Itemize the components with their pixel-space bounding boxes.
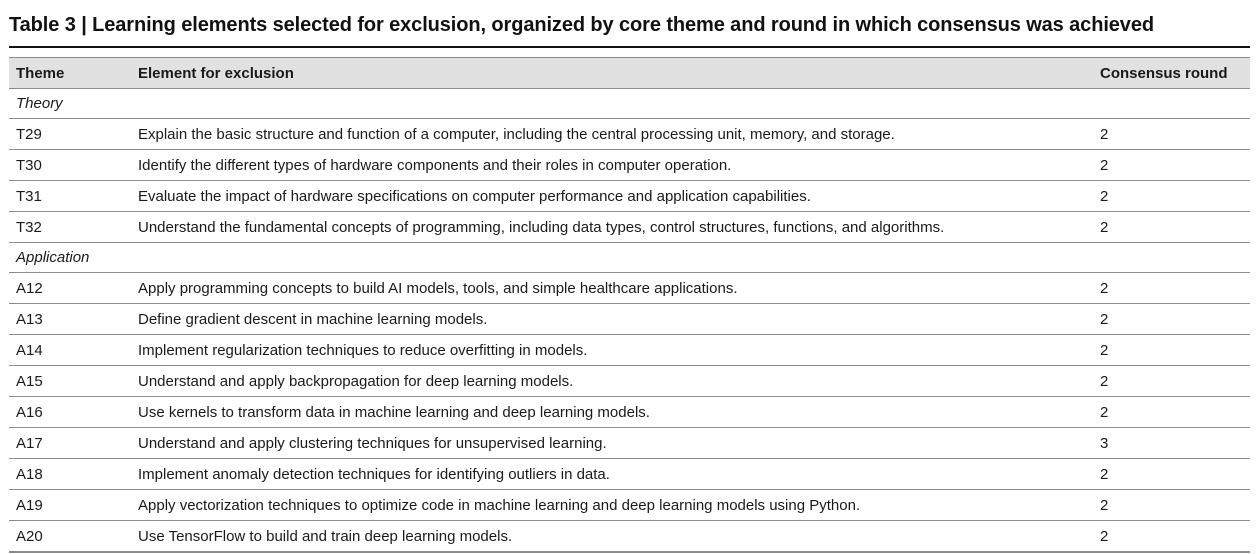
table-row xyxy=(9,119,1250,150)
row-element: Evaluate the impact of hardware specifications on computer performance and application capabilities. xyxy=(131,181,1098,212)
table-row xyxy=(9,212,1250,243)
row-element: Use TensorFlow to build and train deep learning models. xyxy=(131,521,1098,553)
row-round: 3 xyxy=(1098,428,1250,459)
row-id: T30 xyxy=(9,150,131,181)
row-element: Use kernels to transform data in machine learning and deep learning models. xyxy=(131,397,1098,428)
section-label: Application xyxy=(9,243,1250,273)
row-round: 2 xyxy=(1098,304,1250,335)
row-round: 2 xyxy=(1098,212,1250,243)
row-element: Apply vectorization techniques to optimize code in machine learning and deep learning models using Python. xyxy=(131,490,1098,521)
row-id: A14 xyxy=(9,335,131,366)
row-round: 2 xyxy=(1098,150,1250,181)
row-round: 2 xyxy=(1098,181,1250,212)
table-row xyxy=(9,273,1250,304)
table-row xyxy=(9,397,1250,428)
table-row xyxy=(9,335,1250,366)
table-row xyxy=(9,428,1250,459)
row-id: A15 xyxy=(9,366,131,397)
row-id: A19 xyxy=(9,490,131,521)
row-round: 2 xyxy=(1098,521,1250,553)
row-id: T32 xyxy=(9,212,131,243)
header-consensus-round: Consensus round xyxy=(1098,58,1250,89)
row-id: A12 xyxy=(9,273,131,304)
row-id: T29 xyxy=(9,119,131,150)
row-id: A18 xyxy=(9,459,131,490)
table-row xyxy=(9,304,1250,335)
table-title: Table 3 | Learning elements selected for exclusion, organized by core theme and round in which consensus was achieved xyxy=(9,14,1154,36)
row-element: Identify the different types of hardware components and their roles in computer operation. xyxy=(131,150,1098,181)
table-row xyxy=(9,521,1250,553)
row-element: Implement regularization techniques to reduce overfitting in models. xyxy=(131,335,1098,366)
row-element: Understand and apply backpropagation for deep learning models. xyxy=(131,366,1098,397)
table-row xyxy=(9,150,1250,181)
header-theme: Theme xyxy=(9,58,131,89)
exclusion-table xyxy=(9,57,1250,553)
row-element: Implement anomaly detection techniques for identifying outliers in data. xyxy=(131,459,1098,490)
row-id: A13 xyxy=(9,304,131,335)
row-id: A17 xyxy=(9,428,131,459)
row-round: 2 xyxy=(1098,459,1250,490)
row-id: A20 xyxy=(9,521,131,553)
row-element: Apply programming concepts to build AI models, tools, and simple healthcare applications. xyxy=(131,273,1098,304)
row-round: 2 xyxy=(1098,335,1250,366)
section-row-application xyxy=(9,243,1250,273)
row-id: A16 xyxy=(9,397,131,428)
table-row xyxy=(9,366,1250,397)
row-element: Explain the basic structure and function of a computer, including the central processing unit, memory, and storage. xyxy=(131,119,1098,150)
row-round: 2 xyxy=(1098,366,1250,397)
header-element: Element for exclusion xyxy=(131,58,1098,89)
header-row xyxy=(9,58,1250,89)
row-element: Define gradient descent in machine learning models. xyxy=(131,304,1098,335)
section-row-theory xyxy=(9,89,1250,119)
row-id: T31 xyxy=(9,181,131,212)
table-row xyxy=(9,459,1250,490)
row-round: 2 xyxy=(1098,397,1250,428)
row-round: 2 xyxy=(1098,119,1250,150)
table-row xyxy=(9,490,1250,521)
section-label: Theory xyxy=(9,89,1250,119)
row-element: Understand and apply clustering techniques for unsupervised learning. xyxy=(131,428,1098,459)
row-round: 2 xyxy=(1098,490,1250,521)
title-rule xyxy=(9,46,1250,48)
row-element: Understand the fundamental concepts of programming, including data types, control structures, functions, and algorithms. xyxy=(131,212,1098,243)
row-round: 2 xyxy=(1098,273,1250,304)
table-row xyxy=(9,181,1250,212)
